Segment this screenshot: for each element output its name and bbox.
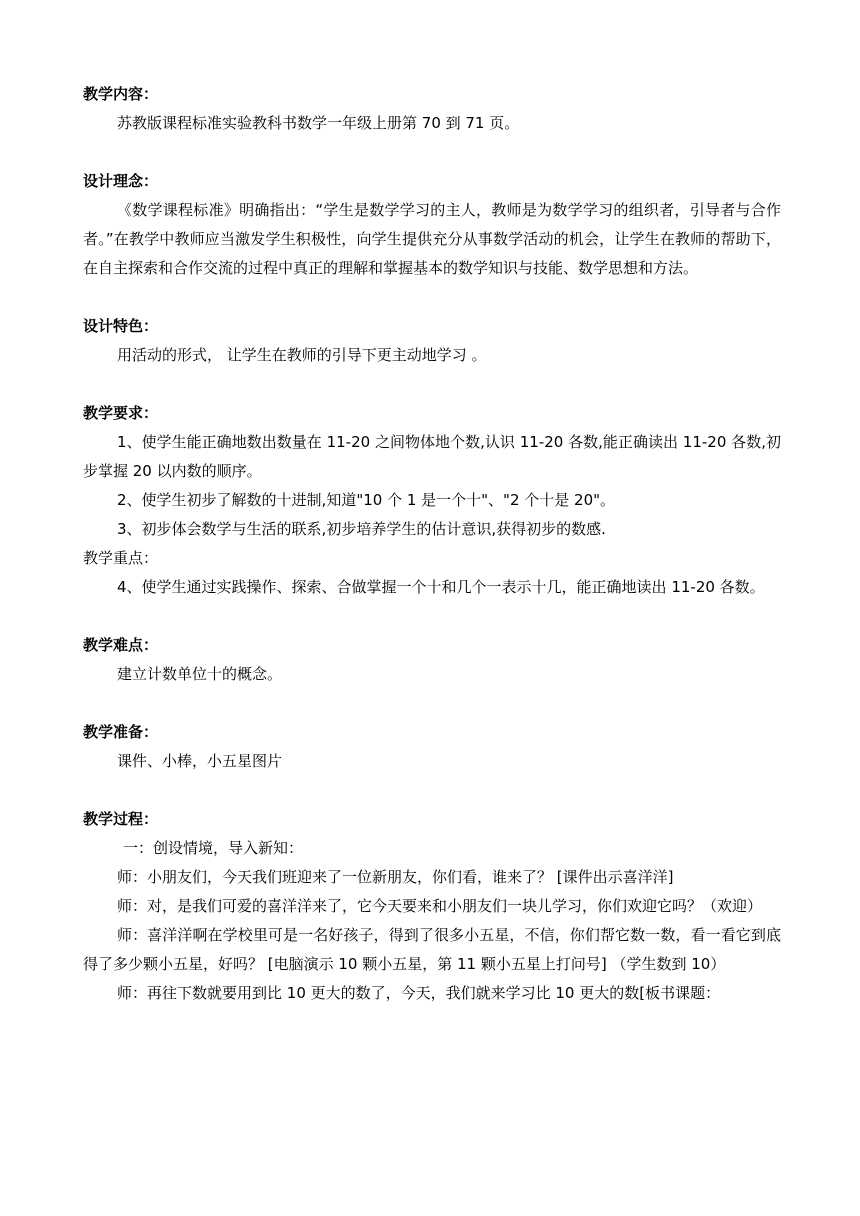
process-paragraph: 师：小朋友们，今天我们班迎来了一位新朋友，你们看，谁来了？ [课件出示喜洋洋]	[117, 868, 674, 886]
requirements-heading: 教学要求：	[83, 404, 159, 422]
key-point-item: 4、使学生通过实践操作、探索、合做掌握一个十和几个一表示十几，能正确地读出 11-20 各数。	[117, 578, 765, 596]
requirement-item: 2、使学生初步了解数的十进制,知道"10 个 1 是一个十"、"2 个十是 20"。	[117, 491, 616, 509]
difficulty-heading: 教学难点：	[83, 636, 159, 654]
requirement-item: 1、使学生能正确地数出数量在 11-20 之间物体地个数,认识 11-20 各数,能正确读出 11-20 各数,初步掌握 20 以内数的顺序。	[83, 433, 781, 480]
process-paragraph: 师：再往下数就要用到比 10 更大的数了，今天，我们就来学习比 10 更大的数[板书课题：	[117, 984, 721, 1002]
requirement-item: 3、初步体会数学与生活的联系,初步培养学生的估计意识,获得初步的数感.	[117, 520, 606, 538]
process-paragraph: 师：对，是我们可爱的喜洋洋来了，它今天要来和小朋友们一块儿学习，你们欢迎它吗？（欢迎）	[117, 897, 763, 915]
content-text: 苏教版课程标准实验教科书数学一年级上册第 70 到 71 页。	[117, 114, 520, 132]
content-heading: 教学内容：	[83, 85, 159, 103]
process-heading: 教学过程：	[83, 810, 159, 828]
process-subheading: 一：创设情境，导入新知：	[123, 839, 304, 857]
feature-text: 用活动的形式， 让学生在教师的引导下更主动地学习 。	[117, 346, 487, 364]
preparation-heading: 教学准备：	[83, 723, 159, 741]
concept-text: 《数学课程标准》明确指出：“学生是数学学习的主人，教师是为数学学习的组织者，引导者与合作者。”在教学中教师应当激发学生积极性，向学生提供充分从事数学活动的机会，让学生在教师的帮助下，在自主探索和合作交流的过程中真正的理解和掌握基本的数学知识与技能、数学思想和方法。	[83, 201, 781, 277]
difficulty-text: 建立计数单位十的概念。	[117, 665, 283, 683]
process-paragraph: 师：喜洋洋啊在学校里可是一名好孩子，得到了很多小五星，不信，你们帮它数一数，看一看它到底得了多少颗小五星，好吗？ [电脑演示 10 颗小五星，第 11 颗小五星上打问号] （学生数到 10）	[83, 926, 781, 973]
feature-heading: 设计特色：	[83, 317, 159, 335]
document-page	[83, 80, 781, 1008]
concept-heading: 设计理念：	[83, 172, 159, 190]
key-points-label: 教学重点：	[83, 549, 159, 567]
preparation-text: 课件、小棒，小五星图片	[117, 752, 283, 770]
